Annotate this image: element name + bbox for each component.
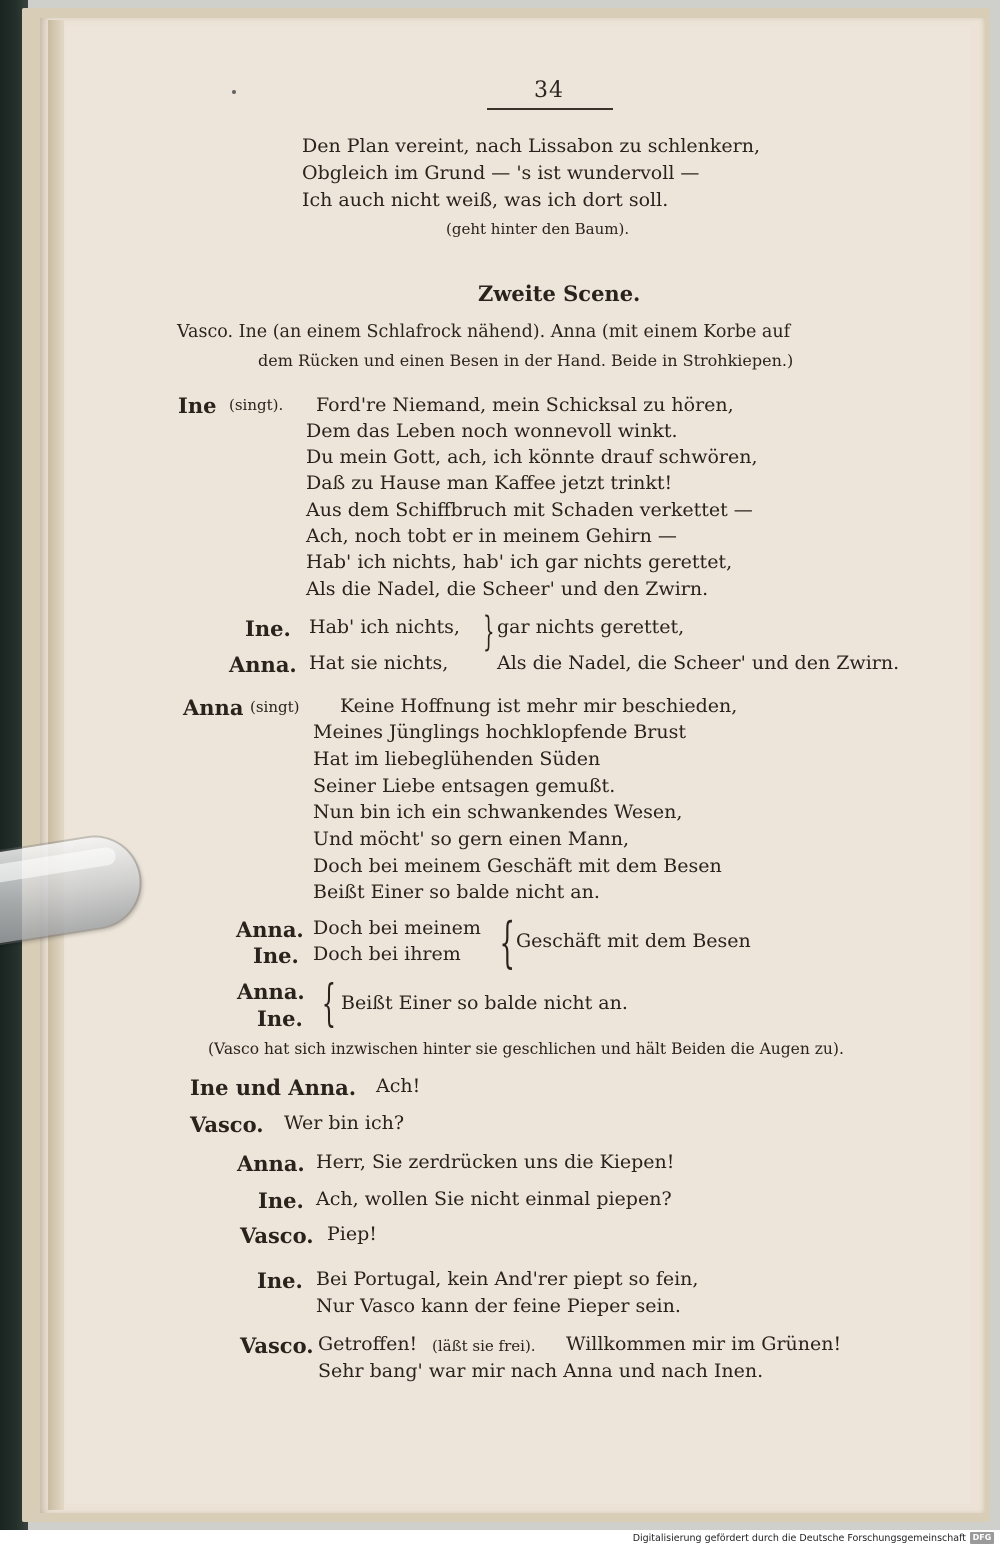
verse-line: Hat sie nichts,: [309, 652, 449, 674]
cast-line: Vasco. Ine (an einem Schlafrock nähend). Anna (mit einem Korbe auf: [177, 322, 791, 342]
speaker-label: Vasco.: [190, 1112, 264, 1137]
verse-line: Beißt Einer so balde nicht an.: [341, 992, 628, 1014]
verse-line: Daß zu Hause man Kaffee jetzt trinkt!: [306, 472, 673, 494]
speaker-label: Ine.: [258, 1188, 304, 1213]
brace-bracket: {: [321, 974, 337, 1032]
verse-line: Nur Vasco kann der feine Pieper sein.: [316, 1295, 681, 1317]
dfg-logo: DFG: [970, 1532, 994, 1544]
verse-line: Sehr bang' war mir nach Anna und nach Inen.: [318, 1360, 764, 1382]
speaker-label: Ine.: [257, 1006, 303, 1031]
verse-line: Beißt Einer so balde nicht an.: [313, 881, 600, 903]
verse-line: Seiner Liebe entsagen gemußt.: [313, 775, 616, 797]
speaker-label: Ine.: [257, 1268, 303, 1293]
speaker-label: Vasco.: [240, 1333, 314, 1358]
verse-line: Doch bei ihrem: [313, 943, 461, 965]
stage-direction: (läßt sie frei).: [432, 1337, 536, 1355]
speaker-label: Ine und Anna.: [190, 1075, 357, 1100]
verse-line: Hab' ich nichts,: [309, 616, 460, 638]
cast-line: dem Rücken und einen Besen in der Hand. Beide in Strohkiepen.): [258, 351, 794, 370]
verse-line: Ford're Niemand, mein Schicksal zu hören,: [316, 394, 734, 416]
scene-title: Zweite Scene.: [478, 281, 641, 306]
verse-line: Ach!: [376, 1075, 421, 1097]
verse-line: Als die Nadel, die Scheer' und den Zwirn.: [497, 652, 900, 674]
stage-direction: (geht hinter den Baum).: [446, 220, 630, 238]
speaker-label: Anna.: [237, 979, 305, 1004]
speaker-label: Anna.: [229, 652, 297, 677]
stage-direction: (singt): [250, 698, 300, 716]
verse-line: Ach, noch tobt er in meinem Gehirn —: [306, 525, 677, 547]
verse-line: Den Plan vereint, nach Lissabon zu schlenkern,: [302, 135, 761, 157]
speaker-label: Anna.: [237, 1151, 305, 1176]
verse-line: Keine Hoffnung ist mehr mir beschieden,: [340, 695, 738, 717]
page-gutter: [48, 20, 64, 1510]
brace-bracket: }: [482, 609, 495, 655]
brace-bracket: {: [499, 911, 515, 974]
verse-line: Willkommen mir im Grünen!: [566, 1333, 842, 1355]
speaker-label: Anna.: [236, 917, 304, 942]
verse-line: Doch bei meinem Geschäft mit dem Besen: [313, 855, 722, 877]
verse-line: Herr, Sie zerdrücken uns die Kiepen!: [316, 1151, 675, 1173]
verse-line: Ach, wollen Sie nicht einmal piepen?: [316, 1188, 672, 1210]
stage-direction: (Vasco hat sich inzwischen hinter sie geschlichen und hält Beiden die Augen zu).: [208, 1040, 844, 1058]
verse-line: Obgleich im Grund — 's ist wundervoll —: [302, 162, 700, 184]
verse-line: Bei Portugal, kein And'rer piept so fein,: [316, 1268, 699, 1290]
verse-line: Wer bin ich?: [284, 1112, 405, 1134]
verse-line: Getroffen!: [318, 1333, 418, 1355]
verse-line: Nun bin ich ein schwankendes Wesen,: [313, 801, 683, 823]
verse-line: Meines Jünglings hochklopfende Brust: [313, 721, 687, 743]
speaker-label: Vasco.: [240, 1223, 314, 1248]
speaker-label: Ine.: [245, 616, 291, 641]
speaker-label: Ine: [178, 393, 217, 418]
verse-line: Doch bei meinem: [313, 917, 481, 939]
page-number: 34: [534, 78, 564, 103]
verse-line: Hat im lieb​eglühenden Süden: [313, 748, 601, 770]
verse-line: Und möcht' so gern einen Mann,: [313, 828, 630, 850]
verse-line: Als die Nadel, die Scheer' und den Zwirn.: [306, 578, 709, 600]
speaker-label: Ine.: [253, 943, 299, 968]
verse-line: Du mein Gott, ach, ich könnte drauf schwören,: [306, 446, 758, 468]
verse-line: Dem das Leben noch wonnevoll winkt.: [306, 420, 678, 442]
verse-line: Piep!: [327, 1223, 377, 1245]
page-number-rule: [487, 108, 613, 110]
verse-line: Aus dem Schiffbruch mit Schaden verkettet —: [306, 499, 753, 521]
verse-line: Ich auch nicht weiß, was ich dort soll.: [302, 189, 669, 211]
stage-direction: (singt).: [229, 396, 284, 414]
verse-line: gar nichts gerettet,: [497, 616, 685, 638]
verse-line: Geschäft mit dem Besen: [516, 930, 751, 952]
speaker-label: Anna: [183, 695, 244, 720]
page-speck: [232, 90, 236, 94]
digitization-credit: Digitalisierung gefördert durch die Deutsche Forschungsgemeinschaft: [632, 1533, 966, 1544]
verse-line: Hab' ich nichts, hab' ich gar nichts gerettet,: [306, 551, 733, 573]
